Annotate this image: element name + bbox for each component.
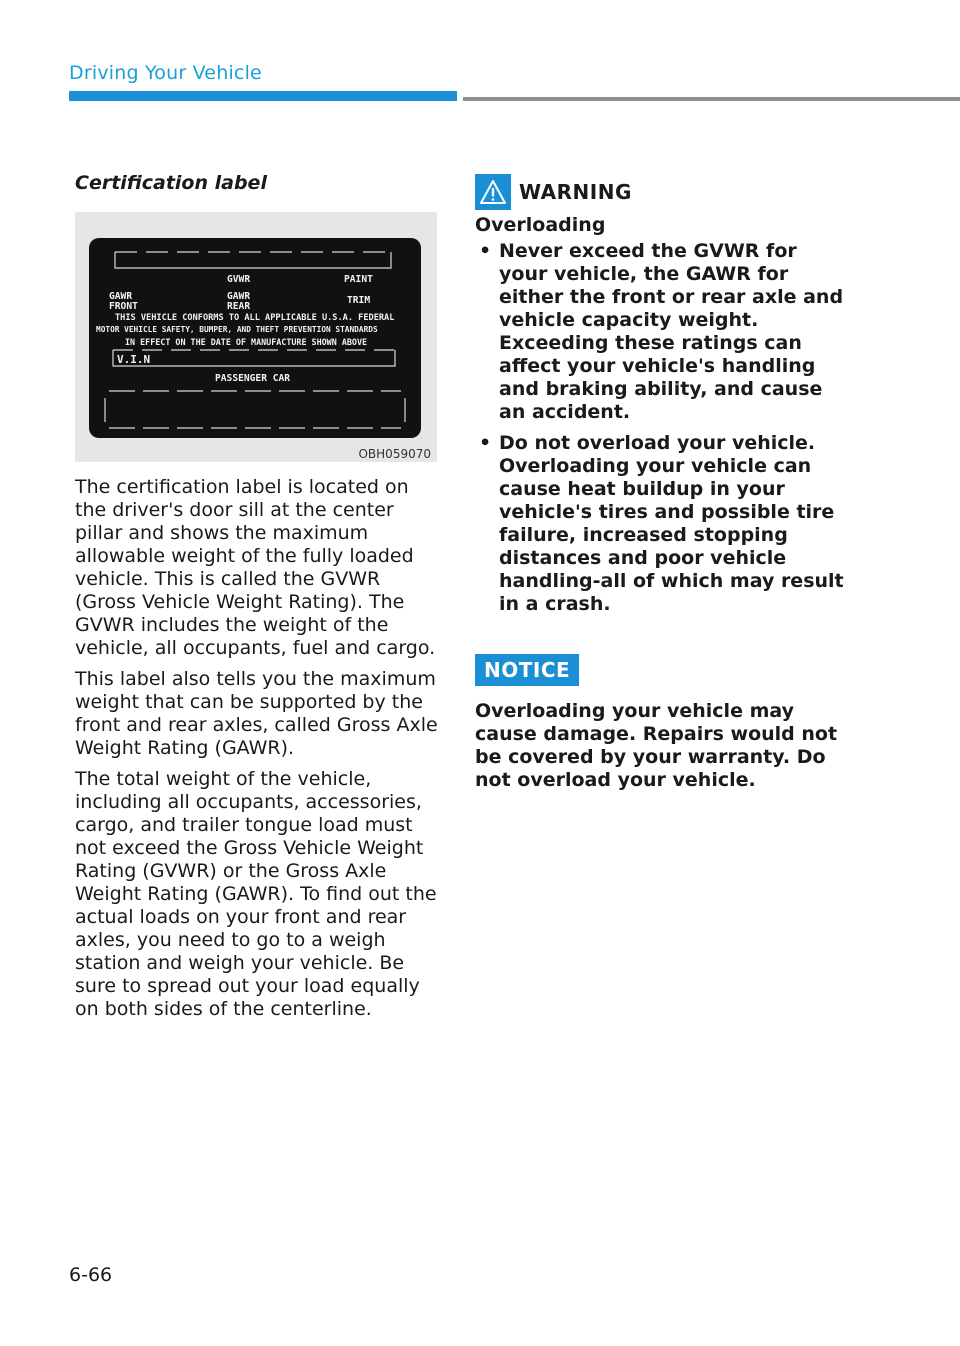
- header-accent-bar: [69, 91, 457, 101]
- plate-conform-line-2: MOTOR VEHICLE SAFETY, BUMPER, AND THEFT PREVENTION STANDARDS: [96, 325, 378, 334]
- warning-header: [475, 172, 845, 212]
- notice-badge: NOTICE: [475, 654, 579, 686]
- plate-conform-line-3: IN EFFECT ON THE DATE OF MANUFACTURE SHOWN ABOVE: [125, 337, 368, 347]
- section-heading: Certification label: [75, 172, 267, 194]
- plate-gvwr: GVWR: [227, 274, 251, 285]
- figure-code: OBH059070: [358, 447, 431, 461]
- plate-gawr-front-2: FRONT: [109, 301, 138, 312]
- header-rule: [463, 97, 960, 101]
- page-number: 6-66: [69, 1264, 113, 1286]
- list-item: • Do not overload your vehicle. Overloading your vehicle can cause heat buildup in your vehicle's tires and possible tire failure, increased stopping distances and poor vehicle handling-all of which may result in a crash.: [475, 432, 845, 616]
- warning-label: WARNING: [519, 180, 632, 204]
- warning-bullet-list: [475, 240, 845, 616]
- certification-plate: [89, 238, 421, 438]
- paragraph: The total weight of the vehicle, including all occupants, accessories, cargo, and trailer tongue load must not exceed the Gross Vehicle Weight Rating (GVWR) or the Gross Axle Weight Rating (GAWR). To find out the actual loads on your front and rear axles, you need to go to a weigh station and weigh your vehicle. Be sure to spread out your load equally on both sides of the centerline.: [75, 768, 437, 1020]
- right-column: [475, 172, 845, 792]
- running-header-title: Driving Your Vehicle: [69, 62, 262, 84]
- plate-gawr-front-1: GAWR: [109, 291, 133, 302]
- notice-text: Overloading your vehicle may cause damage. Repairs would not be covered by your warranty. Do not overload your vehicle.: [475, 700, 838, 791]
- plate-gawr-rear-2: REAR: [227, 301, 251, 312]
- plate-conform-line-1: THIS VEHICLE CONFORMS TO ALL APPLICABLE U.S.A. FEDERAL: [115, 313, 395, 323]
- certification-label-figure: [75, 212, 437, 462]
- plate-passenger-car: PASSENGER CAR: [215, 373, 291, 384]
- list-item: • Never exceed the GVWR for your vehicle, the GAWR for either the front or rear axle and vehicle capacity weight. Exceeding these ratings can affect your vehicle's handling and braking ability, and cause an accident.: [475, 240, 845, 424]
- paragraph: The certification label is located on the driver's door sill at the center pillar and shows the maximum allowable weight of the fully loaded vehicle. This is called the GVWR (Gross Vehicle Weight Rating). The GVWR includes the weight of the vehicle, all occupants, fuel and cargo.: [75, 476, 436, 659]
- plate-vin: V.I.N: [117, 353, 151, 366]
- plate-gawr-rear-1: GAWR: [227, 291, 251, 302]
- warning-triangle-icon: [475, 174, 511, 210]
- plate-paint: PAINT: [344, 274, 373, 285]
- left-column: [75, 172, 440, 1021]
- plate-trim: TRIM: [347, 295, 371, 306]
- warning-subheading: Overloading: [475, 214, 606, 236]
- paragraph: This label also tells you the maximum weight that can be supported by the front and rear axles, called Gross Axle Weight Rating (GAWR).: [75, 668, 438, 759]
